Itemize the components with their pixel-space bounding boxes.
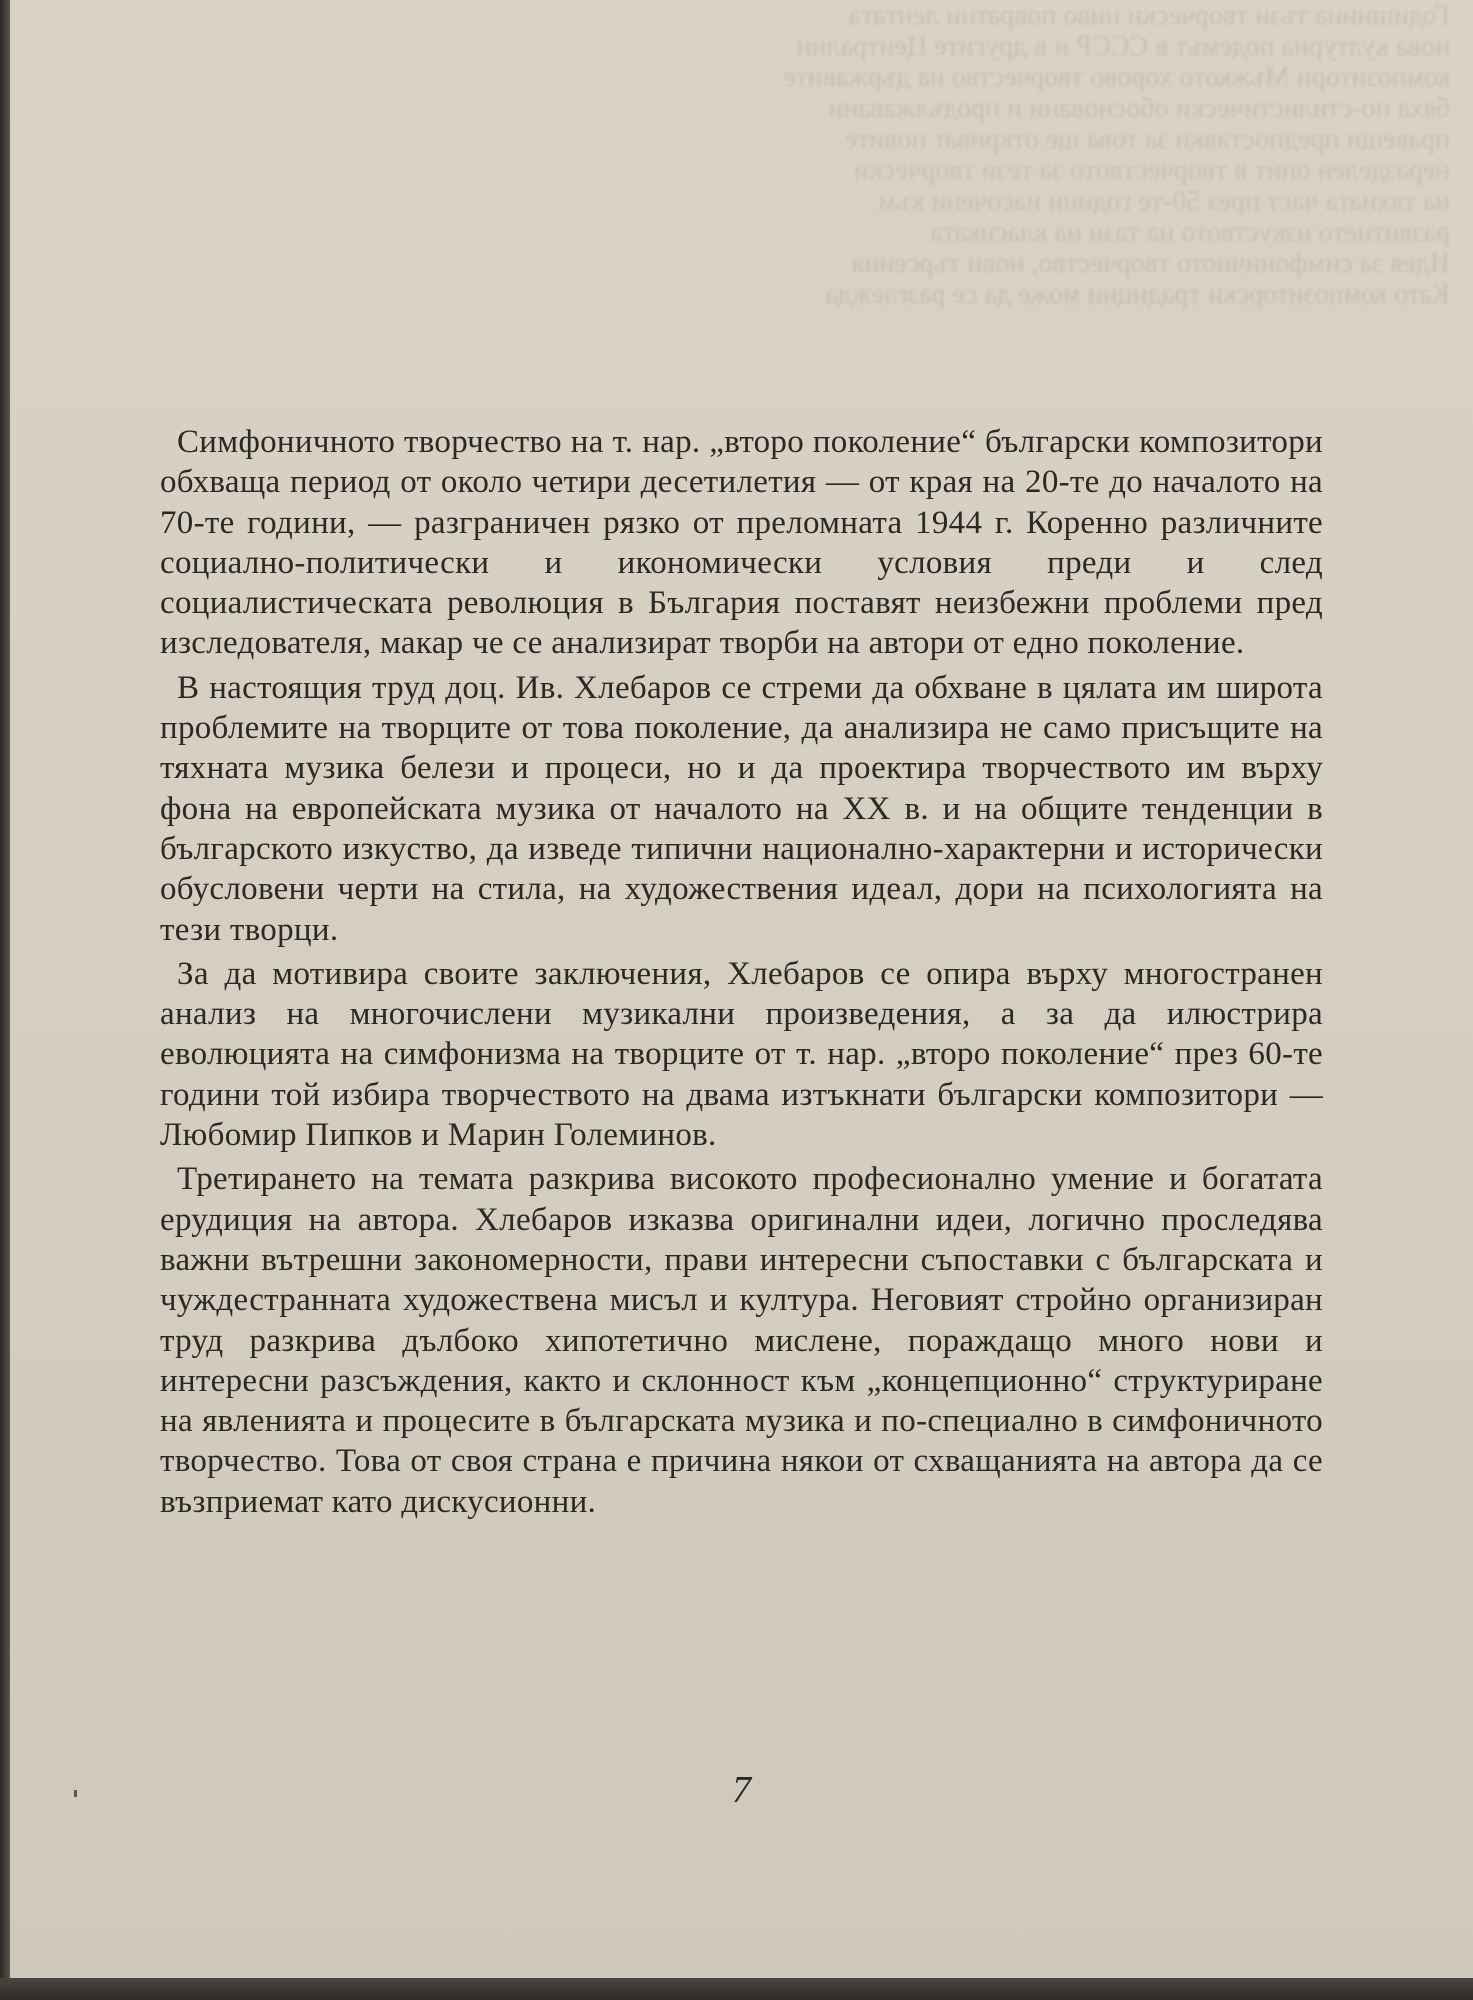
margin-mark [74,1790,77,1797]
paragraph: В настоящия труд доц. Ив. Хлебаров се стреми да обхване в цялата им широта проблемите на творците от това поколение, да анализира не само присъщите на тяхната музика белези и процеси, но и да проектира творчеството им върху фона на европейската музика от началото на XX в. и на общите тенденции в българското изкуство, да изведе типични национално-характерни и исторически обусловени черти на стила, на художествения идеал, дори на психологията на тези творци. [160,669,1323,948]
page-number: 7 [732,1769,751,1811]
paragraph: Симфоничното творчество на т. нар. „второ поколение“ български композитори обхваща период от около четири десетилетия — от края на 20-те до началото на 70-те години, — разграничен рязко от преломната 1944 г. Коренно различните социално-политически и икономически условия преди и след социалистическата революция в България поставят неизбежни проблеми пред изследователя, макар че се анализират творби на автори от едно поколение. [160,424,1323,662]
paragraph: За да мотивира своите заключения, Хлебаров се опира върху многостранен анализ на многочислени музикални произведения, а за да илюстрира еволюцията на симфонизма на творците от т. нар. „второ поколение“ през 60-те години той избира творчеството на двама изтъкнати български композитори — Любомир Пипков и Марин Големинов. [160,955,1323,1154]
body-text [160,422,1323,1526]
bottom-edge-shadow [0,1978,1473,2000]
show-through-text: Годишнина тъзи творчески ниво повратни лентата нова културна подемът в СССР и в другите Централни композитори Мъжкото хорово творчество на държавите бяха по-стилистически обосновани и продължавани правещи предпоставки за това ще откриват новите неразделен опит в творчеството за тези творчески на тяхната част през 50-те години насочени към развитието изкуството на тази на класиката Идея за симфоничното творчество, нови търсения Като композиторски традиции може да се разглежда [783,0,1450,310]
paragraph: Третирането на темата разкрива високото професионално умение и богатата ерудиция на автора. Хлебаров изказва оригинални идеи, логично проследява важни вътрешни закономерности, прави интересни съпоставки с българската и чуждестранната художествена мисъл и култура. Неговият стройно организиран труд разкрива дълбоко хипотетично мислене, пораждащо много нови и интересни разсъждения, както и склонност към „концепционно“ структуриране на явленията и процесите в българската музика и по-специално в симфоничното творчество. Това от своя страна е причина някои от схващанията на автора да се възприемат като дискусионни. [160,1161,1323,1520]
book-page [10,0,1473,1978]
